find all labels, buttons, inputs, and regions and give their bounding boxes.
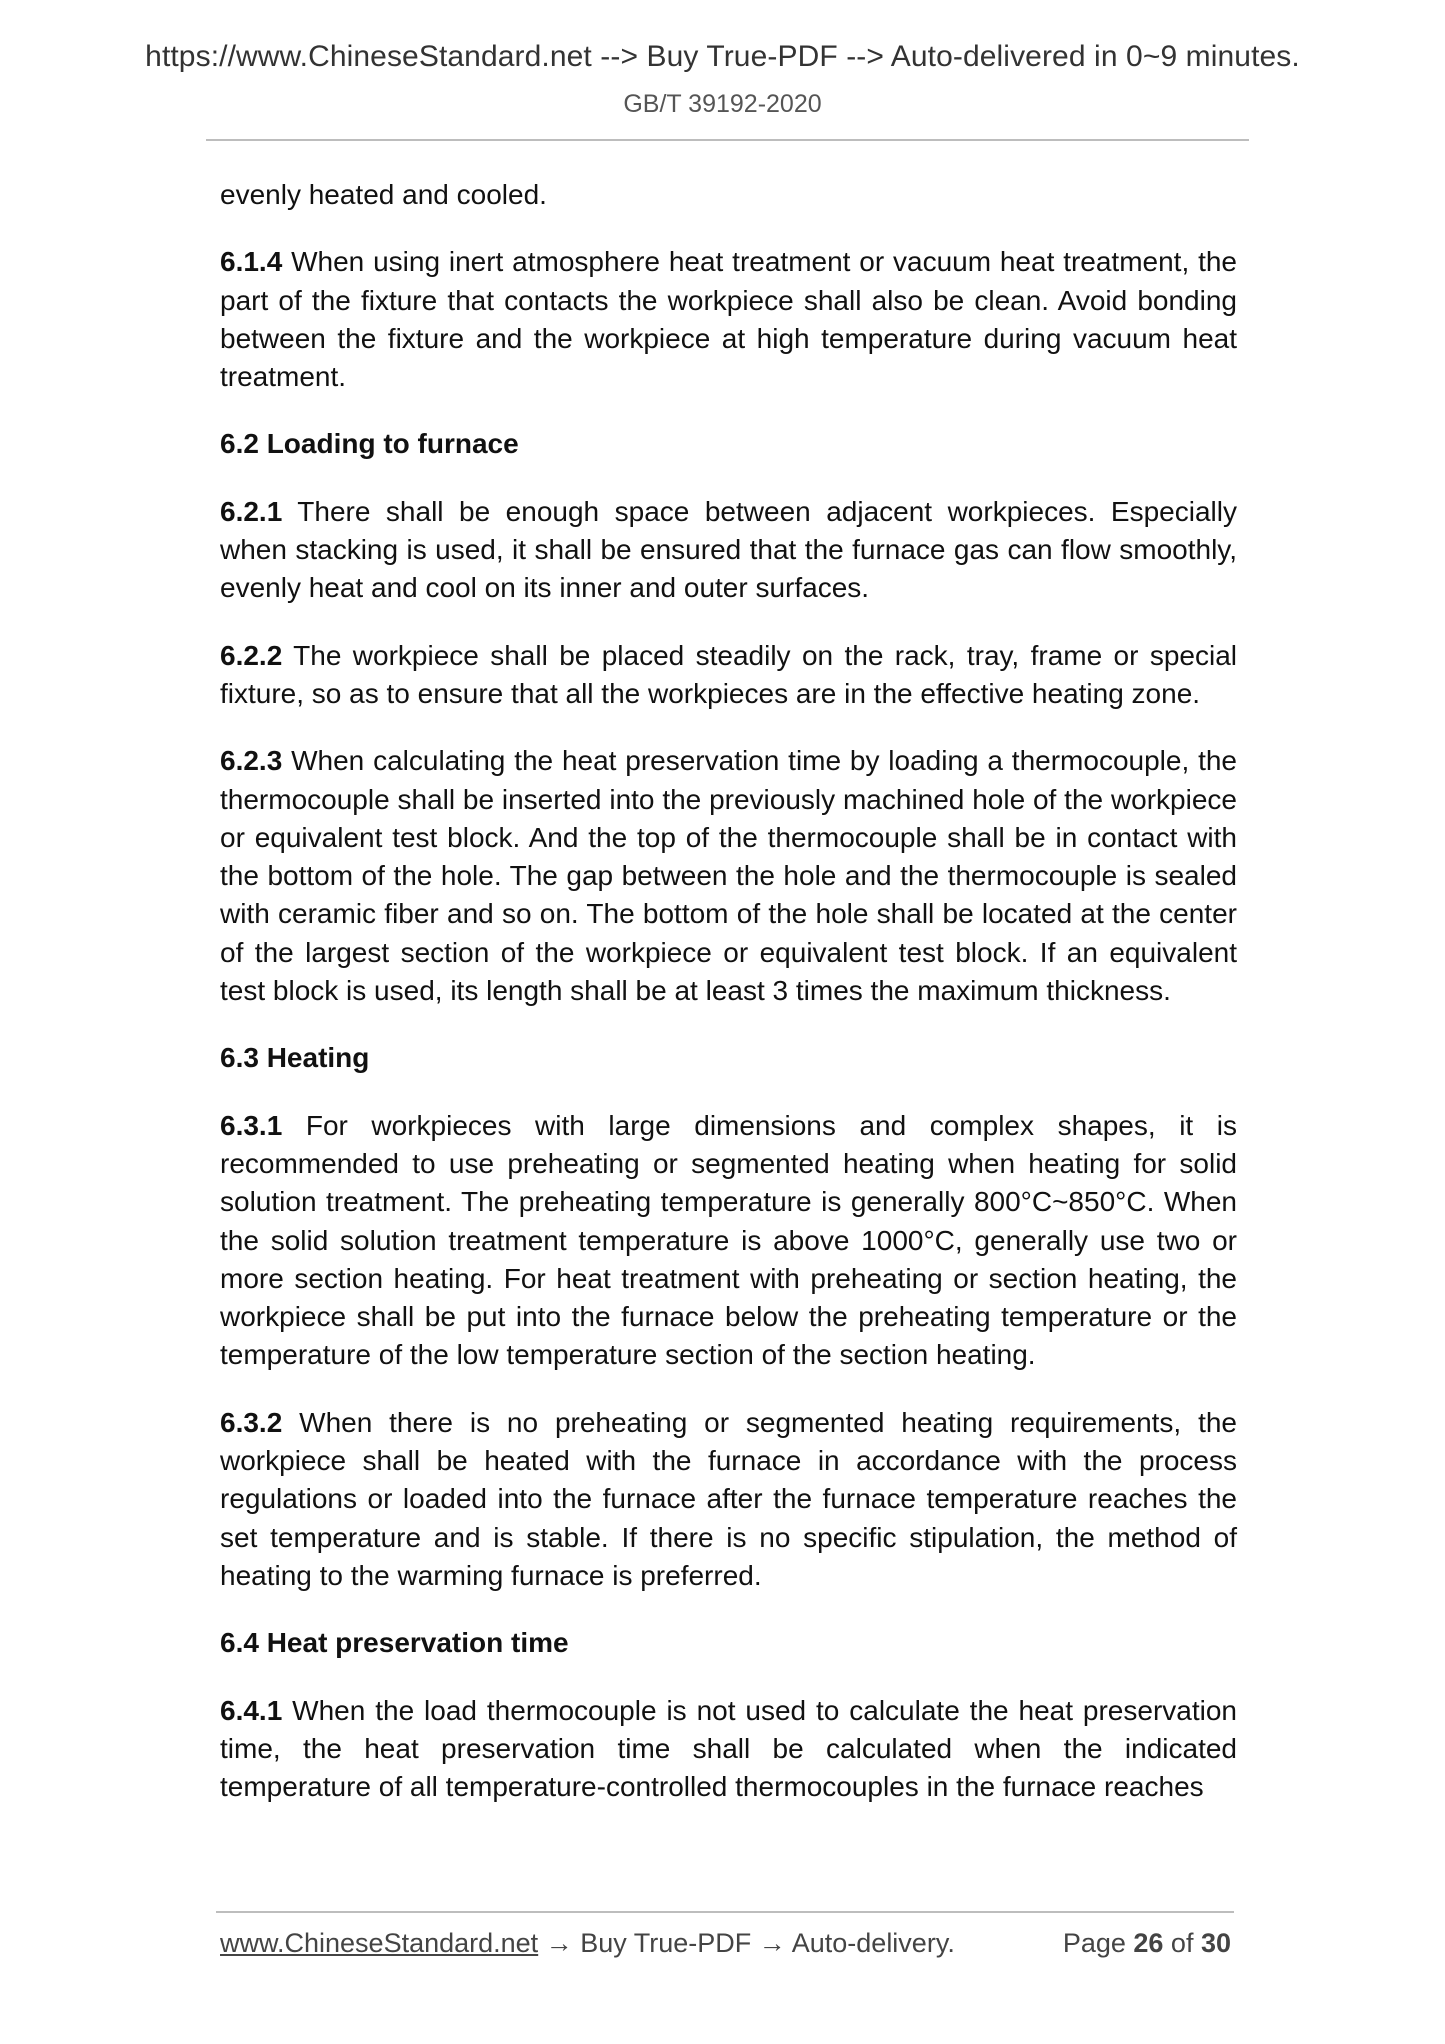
footer-tagline: → Buy True-PDF → Auto-delivery. [538,1928,955,1958]
document-body [220,176,1237,1835]
clause-6-3-1 [220,1107,1237,1375]
clause-number: 6.2.2 [220,639,283,671]
paragraph-text: evenly heated and cooled. [220,179,547,210]
clause-6-2-2 [220,637,1237,714]
clause-6-3-2 [220,1404,1237,1595]
of-label: of [1163,1928,1201,1958]
clause-text: When using inert atmosphere heat treatment or vacuum heat treatment, the part of the fixture that contacts the workpiece shall also be clean. Avoid bonding between the fixture and the workpiece at high temperature during vacuum heat treatment. [220,246,1237,393]
clause-text: There shall be enough space between adjacent workpieces. Especially when stacking is used, it shall be ensured that the furnace gas can flow smoothly, evenly heat and cool on its inner and outer surfaces. [220,495,1237,604]
section-heading-6-3: 6.3 Heating [220,1042,370,1074]
clause-number: 6.3.1 [220,1109,283,1141]
footer-left [220,1928,955,1959]
paragraph-continuation [220,176,1237,214]
section-heading-6-4: 6.4 Heat preservation time [220,1627,569,1659]
page-label: Page [1062,1928,1134,1958]
clause-number: 6.1.4 [220,246,283,278]
footer-divider [216,1911,1234,1913]
section-heading-6-2: 6.2 Loading to furnace [220,428,519,460]
clause-text: When the load thermocouple is not used to calculate the heat preservation time, the heat preservation time shall be calculated when the indicated temperature of all temperature-controlled thermocouples in the furnace reaches [220,1694,1237,1803]
clause-number: 6.4.1 [220,1694,283,1726]
clause-number: 6.2.3 [220,745,283,777]
header-divider [206,139,1249,141]
clause-text: When there is no preheating or segmented heating requirements, the workpiece shall be heated with the furnace in accordance with the process regulations or loaded into the furnace after the furnace temperature reaches the set temperature and is stable. If there is no specific stipulation, the method of heating to the warming furnace is preferred. [220,1406,1237,1591]
standard-number: GB/T 39192-2020 [623,90,822,118]
page-indicator [1063,1928,1231,1959]
top-banner: https://www.ChineseStandard.net --> Buy True-PDF --> Auto-delivered in 0~9 minutes. [145,40,1300,73]
footer-site-link[interactable]: www.ChineseStandard.net [220,1928,539,1958]
clause-text: The workpiece shall be placed steadily on the rack, tray, frame or special fixture, so as to ensure that all the workpieces are in the effective heating zone. [220,639,1237,709]
page-footer [220,1928,1237,1968]
page-current: 26 [1133,1928,1164,1958]
clause-text: When calculating the heat preservation time by loading a thermocouple, the thermocouple shall be inserted into the previously machined hole of the workpiece or equivalent test block. And the top of the thermocouple shall be in contact with the bottom of the hole. The gap between the hole and the thermocouple is sealed with ceramic fiber and so on. The bottom of the hole shall be located at the center of the largest section of the workpiece or equivalent test block. If an equivalent test block is used, its length shall be at least 3 times the maximum thickness. [220,745,1237,1007]
clause-6-1-4 [220,243,1237,396]
clause-text: For workpieces with large dimensions and complex shapes, it is recommended to use preheating or segmented heating when heating for solid solution treatment. The preheating temperature is generally 800°C~850°C. When the solid solution treatment temperature is above 1000°C, generally use two or more section heating. For heat treatment with preheating or section heating, the workpiece shall be put into the furnace below the preheating temperature or the temperature of the low temperature section of the section heating. [220,1109,1237,1371]
clause-6-2-1 [220,493,1237,608]
clause-number: 6.2.1 [220,495,283,527]
page-total: 30 [1200,1928,1231,1958]
clause-number: 6.3.2 [220,1406,283,1438]
clause-6-2-3 [220,742,1237,1010]
clause-6-4-1 [220,1692,1237,1807]
